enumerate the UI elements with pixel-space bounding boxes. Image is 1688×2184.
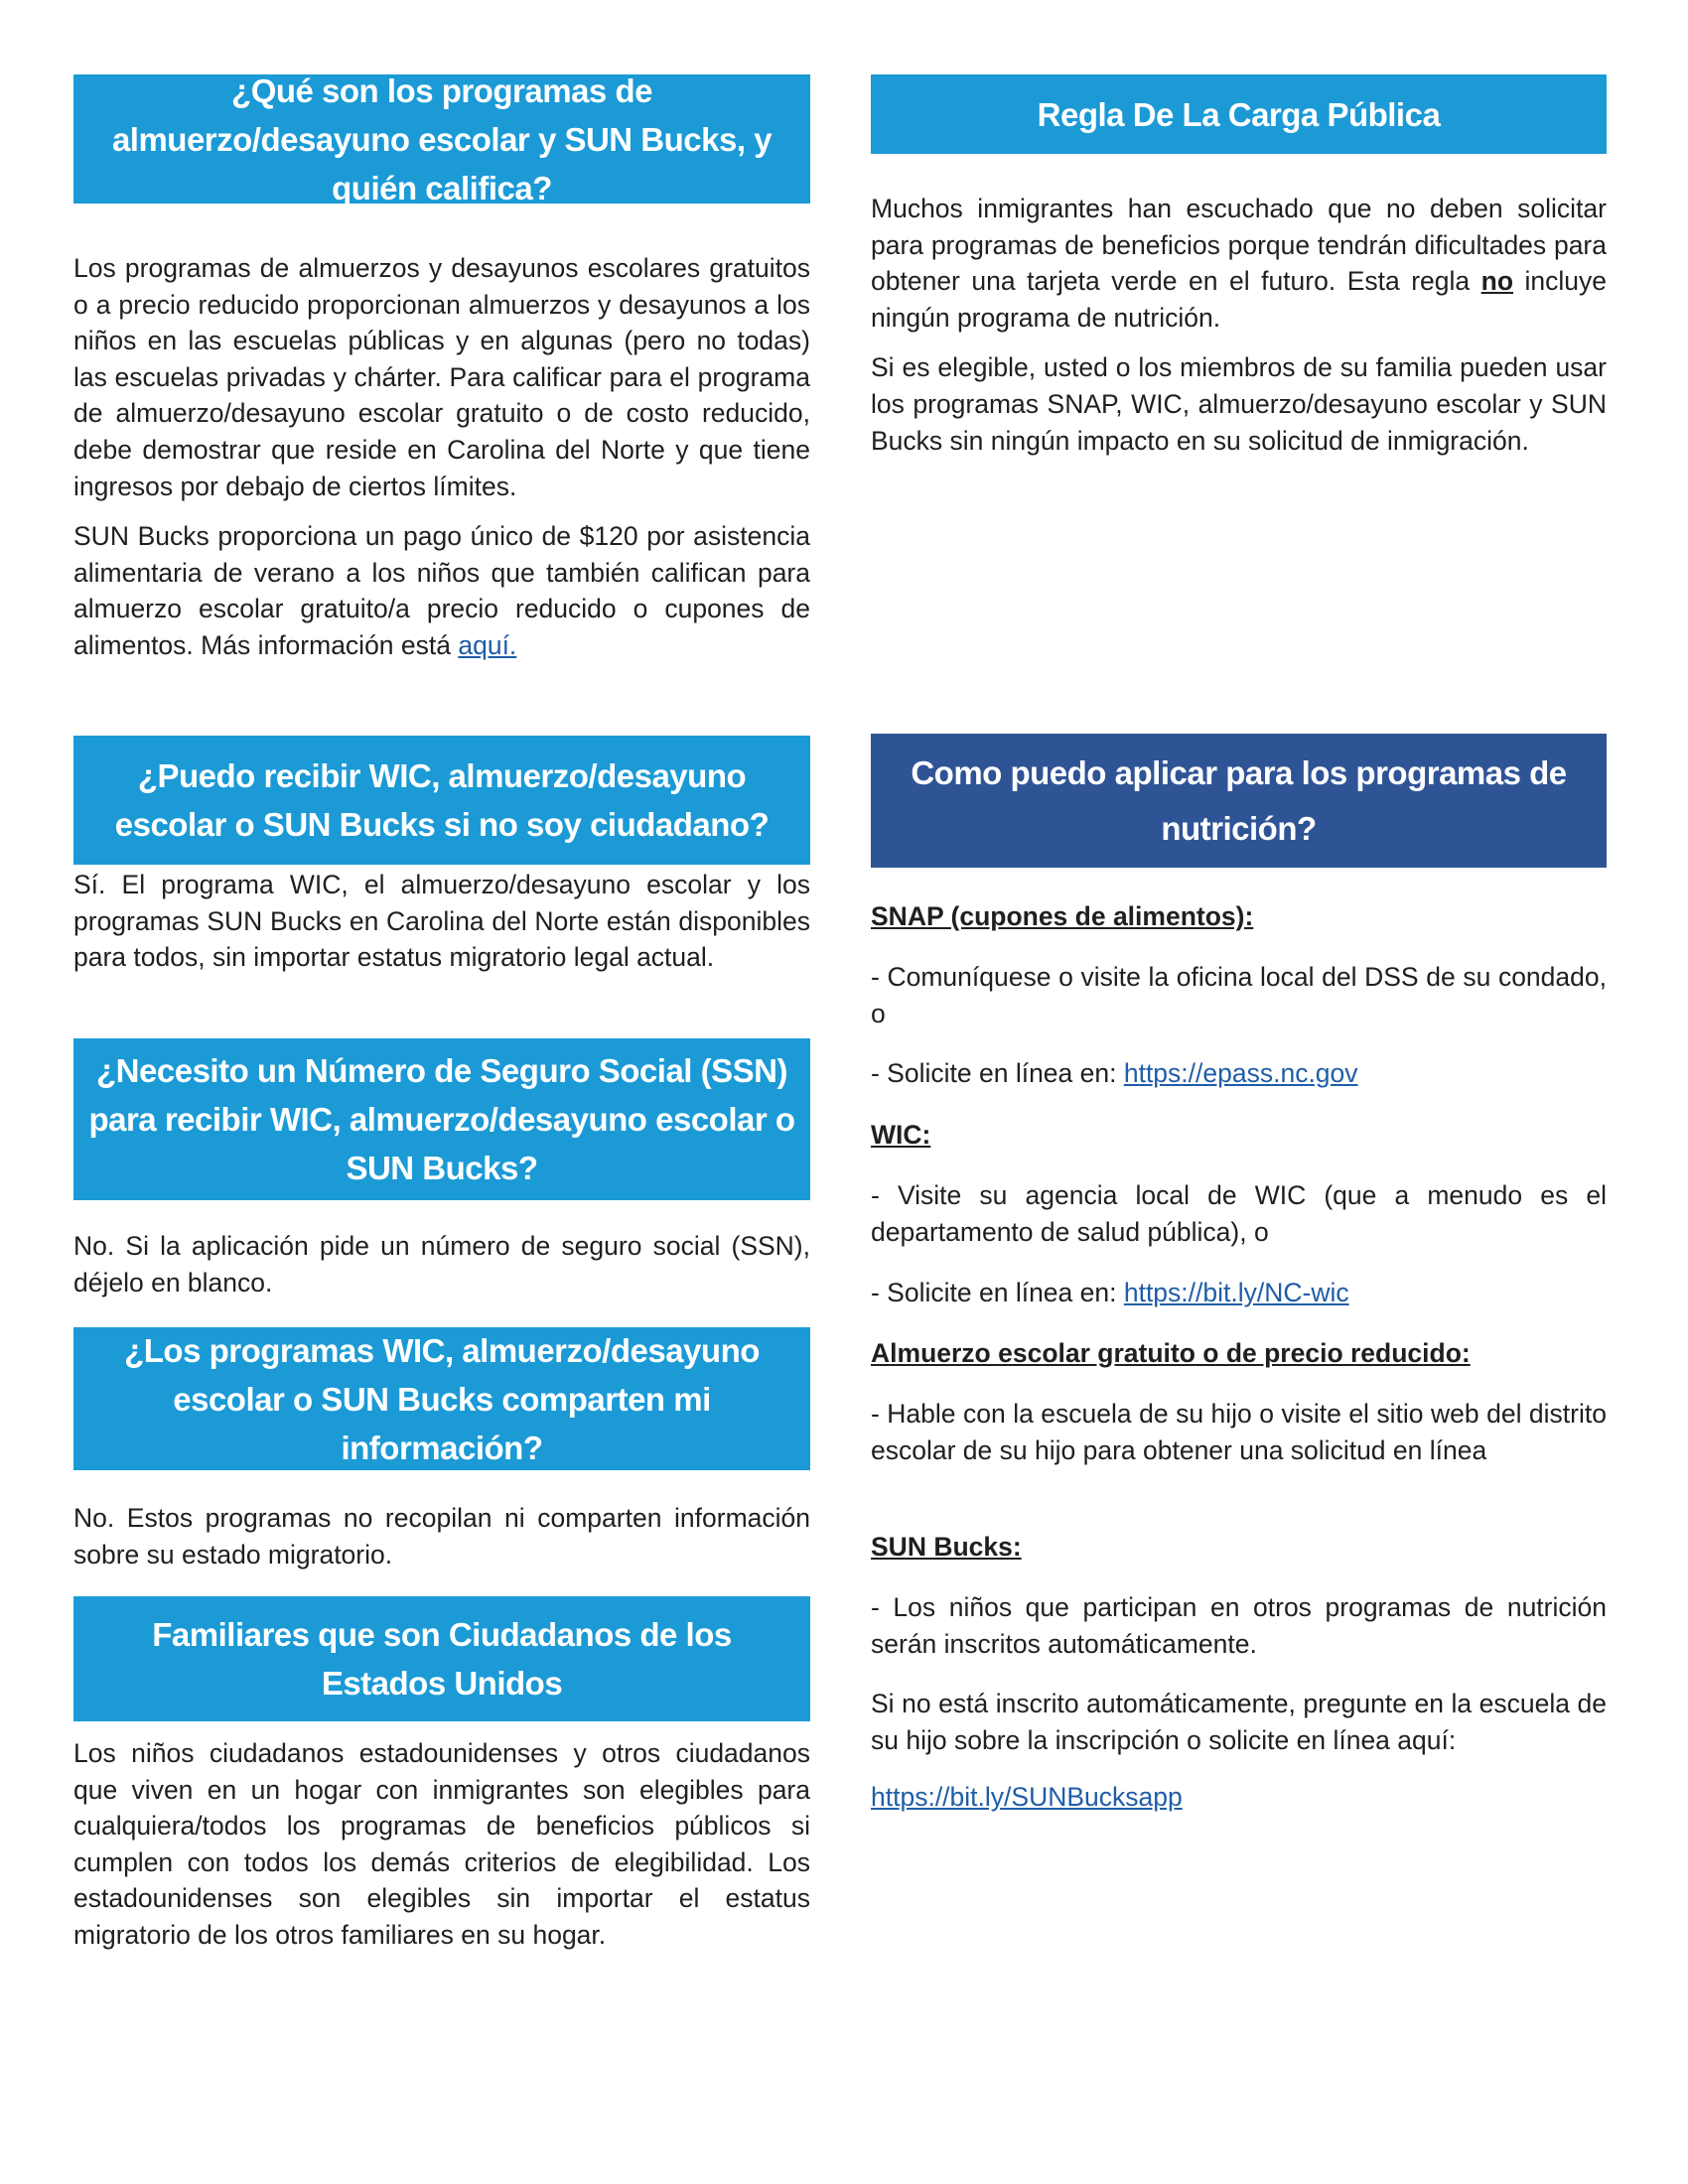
heading-public-charge: Regla De La Carga Pública [871, 74, 1607, 154]
non-citizen-paragraph: Sí. El programa WIC, el almuerzo/desayuno escolar y los programas SUN Bucks en Carolina del Norte están disponibles para todos, sin importar estatus migratorio legal actual. [73, 870, 810, 973]
sun-bucks-item-2: Si no está inscrito automáticamente, pregunte en la escuela de su hijo sobre la inscripción o solicite en línea aquí: [871, 1689, 1607, 1755]
public-charge-text-a: Muchos inmigrantes han escuchado que no deben solicitar para programas de beneficios porque tendrán dificultades para obtener una tarjeta verde en el futuro. Esta regla [871, 194, 1607, 297]
non-citizen-section [73, 867, 810, 990]
share-info-section [73, 1500, 810, 1586]
wic-item-2 [871, 1275, 1607, 1311]
sun-bucks-text: SUN Bucks proporciona un pago único de $120 por asistencia alimentaria de verano a los niños que también califican para almuerzo escolar gratuito/a precio reducido o cupones de alimentos. Más información está [73, 521, 810, 660]
ssn-paragraph: No. Si la aplicación pide un número de seguro social (SSN), déjelo en blanco. [73, 1231, 810, 1297]
nc-wic-link[interactable]: https://bit.ly/NC-wic [1123, 1278, 1349, 1307]
us-citizen-paragraph: Los niños ciudadanos estadounidenses y otros ciudadanos que viven en un hogar con inmigrantes son elegibles para cualquiera/todos los programas de beneficios públicos si cumplen con todos los demás criterios de elegibilidad. Los estadounidenses son elegibles sin importar el estatus migratorio de los otros familiares en su hogar. [73, 1738, 810, 1950]
heading-share-info: ¿Los programas WIC, almuerzo/desayuno escolar o SUN Bucks comparten mi información? [73, 1327, 810, 1470]
wic-item-2-text: - Solicite en línea en: [871, 1278, 1124, 1307]
snap-item-2 [871, 1055, 1607, 1092]
school-meals-paragraph: Los programas de almuerzos y desayunos escolares gratuitos o a precio reducido proporcionan almuerzos y desayunos a los niños en las escuelas públicas y en algunas (pero no todas) las escuelas privadas y chárter. Para calificar para el programa de almuerzo/desayuno escolar gratuito o de costo reducido, debe demostrar que reside en Carolina del Norte y que tiene ingresos por debajo de ciertos límites. [73, 253, 810, 501]
sunbucks-app-link[interactable]: https://bit.ly/SUNBucksapp [871, 1782, 1183, 1812]
share-info-paragraph: No. Estos programas no recopilan ni comparten información sobre su estado migratorio. [73, 1503, 810, 1570]
snap-item-1: - Comuníquese o visite la oficina local del DSS de su condado, o [871, 962, 1607, 1028]
heading-how-to-apply: Como puedo aplicar para los programas de nutrición? [871, 734, 1607, 868]
snap-item-2-text: - Solicite en línea en: [871, 1058, 1124, 1088]
school-lunch-item: - Hable con la escuela de su hijo o visite el sitio web del distrito escolar de su hijo para obtener una solicitud en línea [871, 1399, 1607, 1465]
sun-bucks-item-1: - Los niños que participan en otros programas de nutrición serán inscritos automáticamente. [871, 1592, 1607, 1659]
heading-non-citizen: ¿Puedo recibir WIC, almuerzo/desayuno escolar o SUN Bucks si no soy ciudadano? [73, 736, 810, 865]
ssn-section [73, 1228, 810, 1314]
epass-link[interactable]: https://epass.nc.gov [1123, 1058, 1358, 1088]
public-charge-no: no [1480, 266, 1514, 297]
public-charge-section [871, 191, 1607, 473]
school-meals-section [73, 250, 810, 678]
heading-us-citizen-family: Familiares que son Ciudadanos de los Estados Unidos [73, 1596, 810, 1721]
wic-title: WIC: [871, 1120, 931, 1150]
more-info-link[interactable]: aquí. [458, 629, 517, 660]
public-charge-paragraph-1 [871, 191, 1607, 336]
wic-item-1: - Visite su agencia local de WIC (que a menudo es el departamento de salud pública), o [871, 1180, 1607, 1247]
snap-title: SNAP (cupones de alimentos): [871, 901, 1254, 931]
heading-school-meals: ¿Qué son los programas de almuerzo/desayuno escolar y SUN Bucks, y quién califica? [73, 74, 810, 204]
public-charge-text-b: incluye ningún programa de nutrición. [871, 266, 1607, 333]
heading-ssn: ¿Necesito un Número de Seguro Social (SSN) para recibir WIC, almuerzo/desayuno escolar o SUN Bucks? [73, 1038, 810, 1200]
school-lunch-title: Almuerzo escolar gratuito o de precio reducido: [871, 1338, 1471, 1368]
sun-bucks-link-row [871, 1779, 1607, 1816]
sun-bucks-title: SUN Bucks: [871, 1532, 1022, 1562]
us-citizen-section [73, 1735, 810, 1968]
public-charge-paragraph-2: Si es elegible, usted o los miembros de su familia pueden usar los programas SNAP, WIC, almuerzo/desayuno escolar y SUN Bucks sin ningún impacto en su solicitud de inmigración. [871, 352, 1607, 456]
sun-bucks-paragraph [73, 518, 810, 663]
